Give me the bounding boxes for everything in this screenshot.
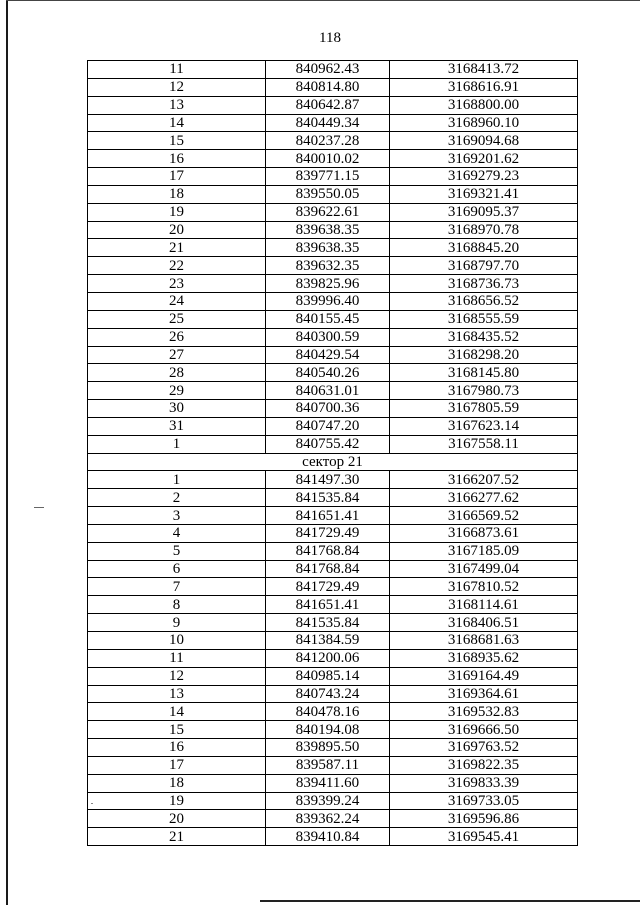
coord-x-cell: 841768.84 [266,542,390,560]
coord-y-cell: 3168555.59 [390,310,578,328]
table-row [88,275,578,293]
table-row [88,828,578,846]
table-row [88,649,578,667]
table-row [88,435,578,453]
point-number-cell: 3 [88,507,266,525]
coord-y-cell: 3169545.41 [390,828,578,846]
table-row [88,78,578,96]
point-number-cell: 21 [88,828,266,846]
point-number-cell: 20 [88,221,266,239]
table-row [88,203,578,221]
table-row [88,703,578,721]
coord-y-cell: 3168800.00 [390,96,578,114]
coord-y-cell: 3168145.80 [390,364,578,382]
coord-x-cell: 841651.41 [266,507,390,525]
coord-x-cell: 840010.02 [266,150,390,168]
coord-x-cell: 841535.84 [266,614,390,632]
table-row [88,614,578,632]
table-row [88,471,578,489]
coord-y-cell: 3168797.70 [390,257,578,275]
coord-x-cell: 839825.96 [266,275,390,293]
coord-x-cell: 841768.84 [266,560,390,578]
coord-y-cell: 3166207.52 [390,471,578,489]
coord-y-cell: 3168656.52 [390,292,578,310]
point-number-cell: 23 [88,275,266,293]
coord-x-cell: 840540.26 [266,364,390,382]
coord-y-cell: 3168298.20 [390,346,578,364]
coord-x-cell: 840962.43 [266,61,390,79]
margin-mark [34,507,44,508]
table-row [88,185,578,203]
coord-y-cell: 3169164.49 [390,667,578,685]
point-number-cell: 10 [88,632,266,650]
table-row [88,400,578,418]
coord-x-cell: 840700.36 [266,400,390,418]
point-number-cell: 12 [88,78,266,96]
table-row [88,150,578,168]
point-number-cell: 1 [88,471,266,489]
point-number-cell: 1 [88,435,266,453]
coord-y-cell: 3169532.83 [390,703,578,721]
coord-x-cell: 840478.16 [266,703,390,721]
page-left-edge [6,0,8,905]
coordinates-table [87,60,578,846]
coord-x-cell: 839399.24 [266,792,390,810]
table-row [88,756,578,774]
table-row [88,417,578,435]
point-number-cell: 18 [88,185,266,203]
coord-y-cell: 3168736.73 [390,275,578,293]
coord-y-cell: 3166569.52 [390,507,578,525]
coord-y-cell: 3167980.73 [390,382,578,400]
table-row [88,96,578,114]
coord-x-cell: 840631.01 [266,382,390,400]
table-row [88,257,578,275]
coord-y-cell: 3168960.10 [390,114,578,132]
table-row [88,810,578,828]
coord-x-cell: 839362.24 [266,810,390,828]
section-header-group [88,453,578,471]
point-number-cell: 24 [88,292,266,310]
coord-y-cell: 3168616.91 [390,78,578,96]
coord-y-cell: 3168435.52 [390,328,578,346]
point-number-cell: 6 [88,560,266,578]
point-number-cell: 17 [88,168,266,186]
coord-y-cell: 3169321.41 [390,185,578,203]
table-row [88,524,578,542]
coord-x-cell: 839411.60 [266,774,390,792]
coord-y-cell: 3169596.86 [390,810,578,828]
table-row [88,489,578,507]
coord-x-cell: 840429.54 [266,346,390,364]
coord-x-cell: 840155.45 [266,310,390,328]
table-row [88,560,578,578]
table-row [88,382,578,400]
point-number-cell: 21 [88,239,266,257]
table-row [88,132,578,150]
point-number-cell: 13 [88,96,266,114]
coord-y-cell: 3168681.63 [390,632,578,650]
coord-x-cell: 840755.42 [266,435,390,453]
coord-x-cell: 841729.49 [266,578,390,596]
point-number-cell: 8 [88,596,266,614]
page-bottom-edge [260,900,640,902]
coord-y-cell: 3168845.20 [390,239,578,257]
coord-x-cell: 841384.59 [266,632,390,650]
table-row [88,596,578,614]
coord-x-cell: 839996.40 [266,292,390,310]
point-number-cell: 26 [88,328,266,346]
table-row [88,632,578,650]
coord-x-cell: 839632.35 [266,257,390,275]
page-top-edge [6,0,640,1]
coord-y-cell: 3169833.39 [390,774,578,792]
coord-x-cell: 841651.41 [266,596,390,614]
page-number: 118 [319,30,341,46]
coord-x-cell: 840985.14 [266,667,390,685]
section-header-row [88,453,578,471]
section-title: сектор 21 [88,453,578,471]
point-number-cell: 14 [88,703,266,721]
table-row [88,239,578,257]
coord-x-cell: 841535.84 [266,489,390,507]
point-number-cell: 2 [88,489,266,507]
table-row [88,61,578,79]
coord-y-cell: 3169095.37 [390,203,578,221]
table-row [88,667,578,685]
coordinates-rows-before [88,61,578,454]
coord-y-cell: 3168970.78 [390,221,578,239]
point-number-cell: 14 [88,114,266,132]
point-number-cell: 16 [88,739,266,757]
point-number-cell: 15 [88,721,266,739]
table-row [88,346,578,364]
coord-x-cell: 839410.84 [266,828,390,846]
point-number-cell: 7 [88,578,266,596]
coord-y-cell: 3166873.61 [390,524,578,542]
coord-y-cell: 3167185.09 [390,542,578,560]
coord-x-cell: 839638.35 [266,239,390,257]
coord-x-cell: 841497.30 [266,471,390,489]
table-row [88,507,578,525]
table-row [88,739,578,757]
point-number-cell: 25 [88,310,266,328]
point-number-cell: 22 [88,257,266,275]
coord-y-cell: 3167558.11 [390,435,578,453]
coord-y-cell: 3168935.62 [390,649,578,667]
point-number-cell: 17 [88,756,266,774]
point-number-cell: 4 [88,524,266,542]
coord-y-cell: 3169822.35 [390,756,578,774]
coord-x-cell: 840743.24 [266,685,390,703]
coord-y-cell: 3167805.59 [390,400,578,418]
table-row [88,792,578,810]
coord-x-cell: 840194.08 [266,721,390,739]
coord-x-cell: 840814.80 [266,78,390,96]
coord-y-cell: 3167810.52 [390,578,578,596]
coord-x-cell: 840300.59 [266,328,390,346]
table-row [88,774,578,792]
coord-y-cell: 3169094.68 [390,132,578,150]
coord-y-cell: 3169666.50 [390,721,578,739]
coord-x-cell: 839550.05 [266,185,390,203]
coord-y-cell: 3169201.62 [390,150,578,168]
coord-x-cell: 840237.28 [266,132,390,150]
coord-y-cell: 3167623.14 [390,417,578,435]
point-number-cell: 5 [88,542,266,560]
coord-x-cell: 840449.34 [266,114,390,132]
coord-x-cell: 839638.35 [266,221,390,239]
table-row [88,364,578,382]
point-number-cell: 11 [88,61,266,79]
point-number-cell: 30 [88,400,266,418]
coord-y-cell: 3166277.62 [390,489,578,507]
table-row [88,578,578,596]
point-number-cell: 20 [88,810,266,828]
point-number-cell: 29 [88,382,266,400]
coord-x-cell: 839895.50 [266,739,390,757]
coord-x-cell: 840642.87 [266,96,390,114]
point-number-cell: 16 [88,150,266,168]
point-number-cell: 19 [88,792,266,810]
point-number-cell: 27 [88,346,266,364]
coord-y-cell: 3169279.23 [390,168,578,186]
coord-y-cell: 3169763.52 [390,739,578,757]
coord-y-cell: 3168114.61 [390,596,578,614]
point-number-cell: 13 [88,685,266,703]
table-row [88,542,578,560]
coord-y-cell: 3169733.05 [390,792,578,810]
coord-x-cell: 839622.61 [266,203,390,221]
table-row [88,168,578,186]
coord-y-cell: 3168413.72 [390,61,578,79]
coord-y-cell: 3169364.61 [390,685,578,703]
point-number-cell: 11 [88,649,266,667]
point-number-cell: 31 [88,417,266,435]
table-row [88,328,578,346]
point-number-cell: 9 [88,614,266,632]
table-row [88,685,578,703]
coord-x-cell: 840747.20 [266,417,390,435]
coord-x-cell: 839771.15 [266,168,390,186]
point-number-cell: 12 [88,667,266,685]
coord-x-cell: 841200.06 [266,649,390,667]
table-row [88,221,578,239]
coordinates-rows-after [88,471,578,846]
point-number-cell: 19 [88,203,266,221]
coord-x-cell: 841729.49 [266,524,390,542]
coord-x-cell: 839587.11 [266,756,390,774]
table-row [88,114,578,132]
table-row [88,292,578,310]
point-number-cell: 15 [88,132,266,150]
coord-y-cell: 3167499.04 [390,560,578,578]
table-row [88,721,578,739]
table-row [88,310,578,328]
point-number-cell: 28 [88,364,266,382]
point-number-cell: 18 [88,774,266,792]
coord-y-cell: 3168406.51 [390,614,578,632]
